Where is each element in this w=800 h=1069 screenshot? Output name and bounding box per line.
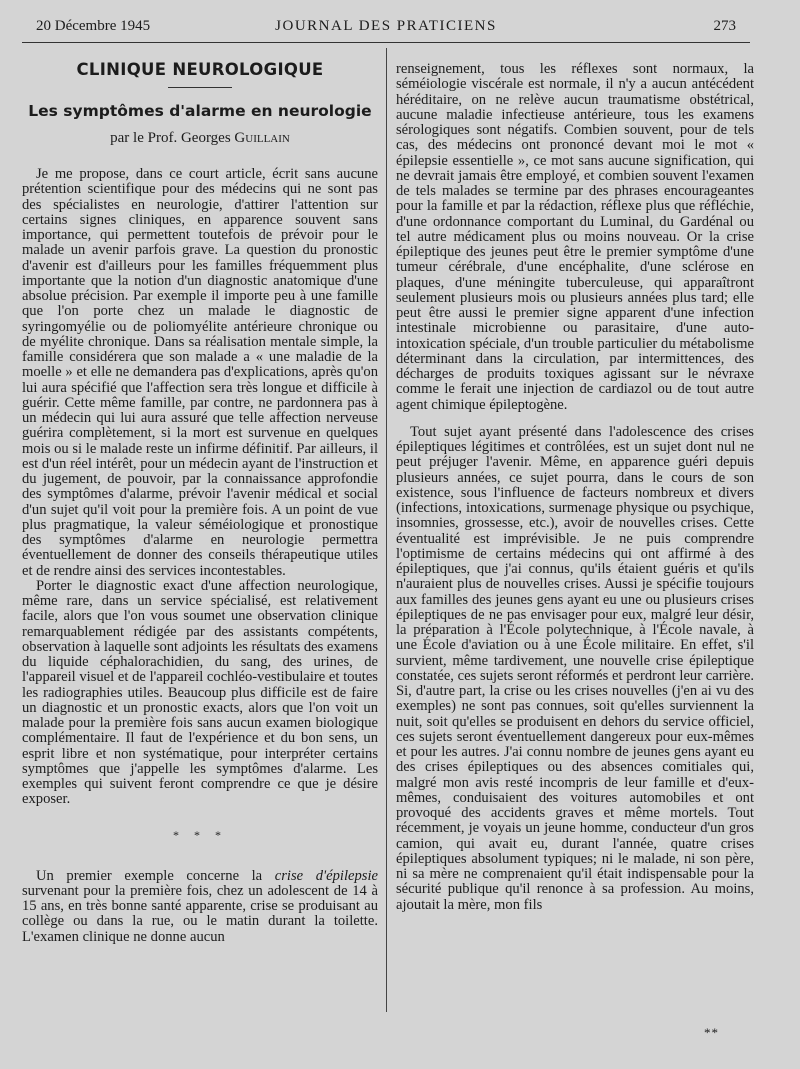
- header-rule: [22, 42, 750, 43]
- byline-prefix: par le Prof. Georges: [110, 130, 231, 146]
- section-separator: * * *: [173, 827, 227, 842]
- column-divider: [386, 48, 387, 1012]
- paragraph: renseignement, tous les réflexes sont normaux, la séméiologie viscérale est normale, il n'y a aucun antécédent héréditaire, on ne relève aucun traumatisme obstétrical, aucune maladie infectieuse antérieure, tous les examens sérologiques sont négatifs. Combien souvent, pour de tels cas, des médecins ont prononcé devant moi le mot « épilepsie essentielle », ce mot sans aucune signification, qui ne devrait jamais être employé, et combien souvent l'examen de tels malades se termine par des phrases encourageantes pour la famille et par la rédaction, réflexe plus que réfléchie, d'une ordonnance comportant du Luminal, du Gardénal ou tel autre médicament plus ou moins nouveau. Or la crise épileptique des jeunes peut être le premier symptôme d'une tumeur cérébrale, d'une encéphalite, d'une sclérose en plaques, d'une méningite tuberculeuse, qui apparaîtront seulement plusieurs mois ou plusieurs années plus tard; elle peut être aussi le premier signe apparent d'une infection intestinale microbienne ou parasitaire, d'une auto-intoxication spéciale, d'un trouble particulier du métabolisme déterminant dans la circulation, par intermittences, des décharges de produits toxiques agissant sur le névraxe comme le ferait une injection de cardiazol ou de tout autre agent chimique épileptogène.: [396, 61, 754, 413]
- title-rule: [168, 87, 232, 88]
- page-header: [22, 14, 750, 40]
- paragraph: Porter le diagnostic exact d'une affection neurologique, même rare, dans un service spécialisé, est relativement facile, alors que l'on vous soumet une observation clinique remarquablement rédigée par des assistants compétents, observation à laquelle sont adjoints les résultats des examens du liquide céphalorachidien, du sang, des urines, de l'appareil visuel et de l'appareil cochléo-vestibulaire et toutes les radiographies utiles. Beaucoup plus difficile est de faire un diagnostic et un pronostic exacts, alors que l'on voit un malade pour la première fois sans aucun examen biologique complémentaire. Il faut de l'expérience et du bon sens, un esprit libre et non systématique, pour interpréter certains symptômes que j'appelle les symptômes d'alarme. Les exemples qui suivent feront comprendre ce que je désire exposer.: [22, 577, 378, 808]
- footer-mark: **: [704, 1025, 719, 1040]
- paragraph-text: survenant pour la première fois, chez un adolescent de 14 à 15 ans, en très bonne santé apparente, crise se produisant au collège ou dans la rue, ou le matin durant la toilette. L'examen clinique ne donne aucun: [22, 882, 378, 945]
- right-column: [396, 48, 754, 913]
- author-name: Guillain: [234, 130, 290, 146]
- emphasis-text: crise d'épilepsie: [274, 867, 378, 884]
- paragraph: [22, 869, 378, 945]
- byline: [22, 130, 378, 147]
- article-title: Les symptômes d'alarme en neurologie: [28, 102, 372, 120]
- paragraph: Tout sujet ayant présenté dans l'adolescence des crises épileptiques légitimes et contrôlées, est un sujet dont nul ne peut préjuger l'avenir. Même, en apparence guéri depuis plusieurs années, ce sujet pourra, dans le cours de son existence, sous l'influence de facteurs nombreux et divers (infections, intoxications, surmenage physique ou psychique, insomnies, grossesse, etc.), avoir de nouvelles crises. Cette éventualité est imprévisible. Je ne puis comprendre l'optimisme de certains médecins qui ont affirmé à des épileptiques, que j'ai connus, qu'ils étaient guéris et qu'ils n'auraient plus de nouvelles crises. Aussi je spécifie toujours aux familles des jeunes gens ayant eu une ou plusieurs crises épileptiques de ne pas envisager pour eux, malgré leur désir, la préparation à l'École polytechnique, à l'École navale, à une École d'aviation ou à une École militaire. En effet, s'il survient, même tardivement, une nouvelle crise épileptique constatée, ces sujets seront réformés et perdront leur carrière. Si, d'autre part, la crise ou les crises nouvelles (j'en ai vu des exemples) ne sont pas connues, soit qu'elles surviennent la nuit, soit qu'elles se produisent en dehors du service officiel, ces sujets seront éventuellement dangereux pour eux-mêmes et pour les autres. J'ai connu nombre de jeunes gens ayant eu des crises épileptiques ou des absences comitiales qui, malgré mon avis resté incompris de leur famille et d'eux-mêmes, conduisaient des voitures automobiles et ont provoqué des accidents graves et même mortels. Tout récemment, je voyais un jeune homme, conducteur d'un gros camion, qui avait eu, durant l'année, quatre crises épileptiques absolument typiques; ni le malade, ni son père, ni sa mère ne comprenaient qu'il était indispensable pour la sécurité publique qu'il renonce à sa profession. Au moins, ajoutait la mère, mon fils: [396, 423, 754, 913]
- left-column: [22, 48, 378, 945]
- section-title: CLINIQUE NEUROLOGIQUE: [76, 60, 324, 79]
- page-number: 273: [713, 18, 736, 34]
- paragraph: Je me propose, dans ce court article, écrit sans aucune prétention scientifique pour des médecins qui ne sont pas des spécialistes en neurologie, d'attirer l'attention sur certains signes cliniques, en apparence souvent sans importance, qui permettent toutefois de prévoir pour le malade un avenir parfois grave. La question du pronostic d'avenir est d'ailleurs pour les familles fréquemment plus importante que la notion d'un diagnostic anatomique d'une absolue précision. Par exemple il importe peu à une famille que l'on porte chez un malade le diagnostic de syringomyélie ou de poliomyélite antérieure chronique ou de myélite chronique. Dans sa réalisation mentale simple, la famille considérera que son malade a « une maladie de la moelle » et elle ne demandera pas d'explications, après qu'on lui aura spécifié que l'affection sera très longue et difficile à guérir. Cette même famille, par contre, ne pardonnera pas à un médecin qui lui aura assuré que telle affection nerveuse guérira complètement, si la mort est survenue en quelques mois ou si le malade reste un infirme définitif. Par ailleurs, il est d'un réel intérêt, pour un médecin ayant de l'instruction et du jugement, de pouvoir, par la connaissance approfondie des symptômes d'alarme, prévoir l'avenir médical et social d'un sujet qu'il voit pour la première fois. A un point de vue plus pragmatique, la valeur séméiologique et pronostique des symptômes d'alarme en neurologie permettra éventuellement de donner des conseils thérapeutique utiles et de rendre ainsi des services incontestables.: [22, 166, 378, 579]
- journal-name: JOURNAL DES PRATICIENS: [275, 18, 497, 34]
- issue-date: 20 Décembre 1945: [36, 18, 151, 34]
- paragraph-text: Un premier exemple concerne la: [36, 867, 275, 884]
